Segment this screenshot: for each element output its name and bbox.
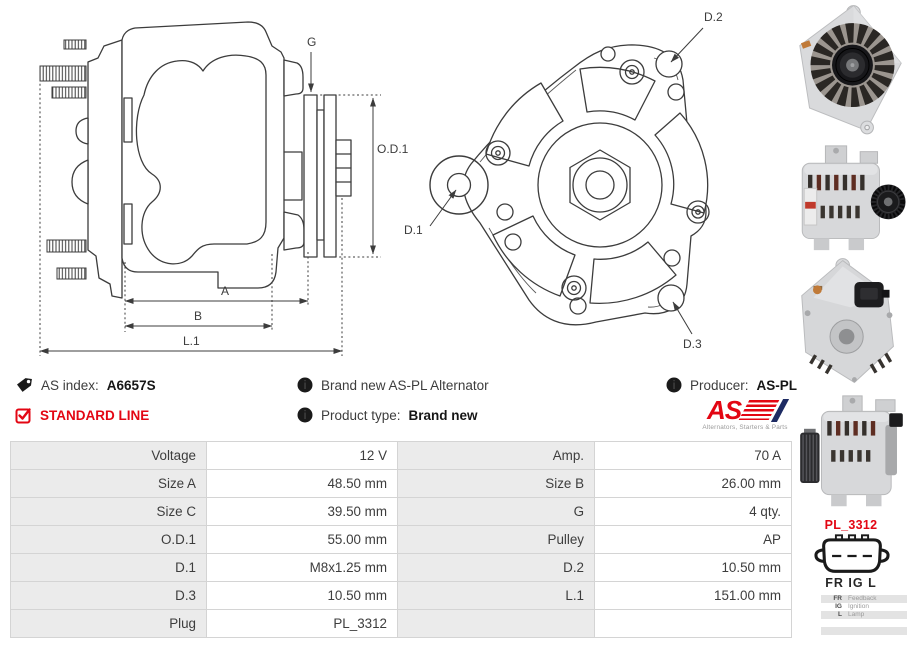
spec-value: 48.50 mm [207, 470, 398, 498]
spec-table [10, 441, 792, 638]
legend-desc [845, 627, 907, 635]
spec-value: 26.00 mm [595, 470, 792, 498]
dim-label-d3: D.3 [683, 337, 702, 351]
spec-label: Voltage [11, 442, 207, 470]
dim-label-b: B [194, 309, 203, 323]
as-pl-logo [697, 395, 793, 434]
spec-value: 4 qty. [595, 498, 792, 526]
legend-key: L [838, 611, 842, 618]
product-photo-rear[interactable] [792, 254, 910, 390]
product-description [297, 375, 489, 395]
checkbox-checked-icon [15, 407, 32, 424]
legend-key [821, 619, 845, 627]
dim-label-d2: D.2 [704, 10, 723, 24]
plug-diagram [812, 533, 892, 579]
spec-label: D.3 [11, 582, 207, 610]
legend-key: IG [835, 603, 842, 610]
dim-label-d1: D.1 [404, 223, 423, 237]
spec-value: 151.00 mm [595, 582, 792, 610]
spec-label: Size A [11, 470, 207, 498]
product-type-label: Product type: [321, 407, 401, 423]
spec-label: G [398, 498, 595, 526]
legend-desc [845, 619, 907, 627]
dim-label-g: G [307, 35, 317, 49]
dim-label-a: A [221, 284, 230, 298]
product-photo-front[interactable] [792, 2, 910, 136]
spec-value: 10.50 mm [207, 582, 398, 610]
table-row [11, 470, 792, 498]
spec-label: L.1 [398, 582, 595, 610]
spec-value: PL_3312 [207, 610, 398, 638]
info-icon [297, 407, 313, 423]
front-view [404, 10, 723, 351]
legend-row [821, 603, 907, 611]
producer-label: Producer: [690, 377, 749, 393]
description-text: Brand new AS-PL Alternator [321, 377, 489, 393]
legend-row [821, 595, 907, 603]
tag-icon [15, 376, 33, 394]
svg-text:i: i [672, 378, 676, 392]
as-index [15, 375, 156, 395]
as-index-label: AS index: [41, 377, 99, 393]
legend-desc: Lamp [848, 611, 865, 618]
spec-value [595, 610, 792, 638]
table-row [11, 582, 792, 610]
logo-tagline: Alternators, Starters & Parts [702, 424, 788, 431]
legend-row [821, 627, 907, 635]
side-view [40, 22, 409, 356]
product-photo-side-left[interactable] [792, 392, 910, 514]
svg-text:i: i [303, 378, 307, 392]
spec-label [398, 610, 595, 638]
spec-label: D.2 [398, 554, 595, 582]
legend-row [821, 619, 907, 627]
plug-legend [821, 595, 907, 635]
table-row [11, 554, 792, 582]
spec-value: 10.50 mm [595, 554, 792, 582]
spec-value: 39.50 mm [207, 498, 398, 526]
legend-row [821, 611, 907, 619]
plug-pin-labels: FR IG L [825, 576, 877, 590]
spec-label: O.D.1 [11, 526, 207, 554]
info-icon [666, 377, 682, 393]
spec-label: Size C [11, 498, 207, 526]
spec-label: D.1 [11, 554, 207, 582]
producer [666, 375, 797, 395]
standard-line-badge [15, 405, 149, 425]
product-photo-side-right[interactable] [792, 142, 910, 254]
table-row [11, 442, 792, 470]
info-icon [297, 377, 313, 393]
spec-label: Pulley [398, 526, 595, 554]
legend-key [821, 627, 845, 635]
dimension-drawing [0, 0, 790, 370]
legend-desc: Ignition [848, 603, 869, 610]
spec-value: 55.00 mm [207, 526, 398, 554]
product-type-value: Brand new [408, 407, 478, 423]
standard-line-text: STANDARD LINE [40, 407, 150, 423]
table-row [11, 610, 792, 638]
as-index-value: A6657S [106, 377, 156, 393]
table-row [11, 526, 792, 554]
spec-value: M8x1.25 mm [207, 554, 398, 582]
logo-text: AS [706, 395, 742, 425]
spec-label: Size B [398, 470, 595, 498]
dim-label-l1: L.1 [183, 334, 200, 348]
table-row [11, 498, 792, 526]
producer-value: AS-PL [756, 377, 798, 393]
spec-value: 70 A [595, 442, 792, 470]
dim-label-od1: O.D.1 [377, 142, 409, 156]
legend-key: FR [833, 595, 842, 602]
plug-name: PL_3312 [824, 518, 878, 532]
product-type [297, 405, 478, 425]
spec-value: AP [595, 526, 792, 554]
spec-label: Plug [11, 610, 207, 638]
svg-text:i: i [303, 408, 307, 422]
legend-desc: Feedback [848, 595, 877, 602]
spec-label: Amp. [398, 442, 595, 470]
spec-value: 12 V [207, 442, 398, 470]
